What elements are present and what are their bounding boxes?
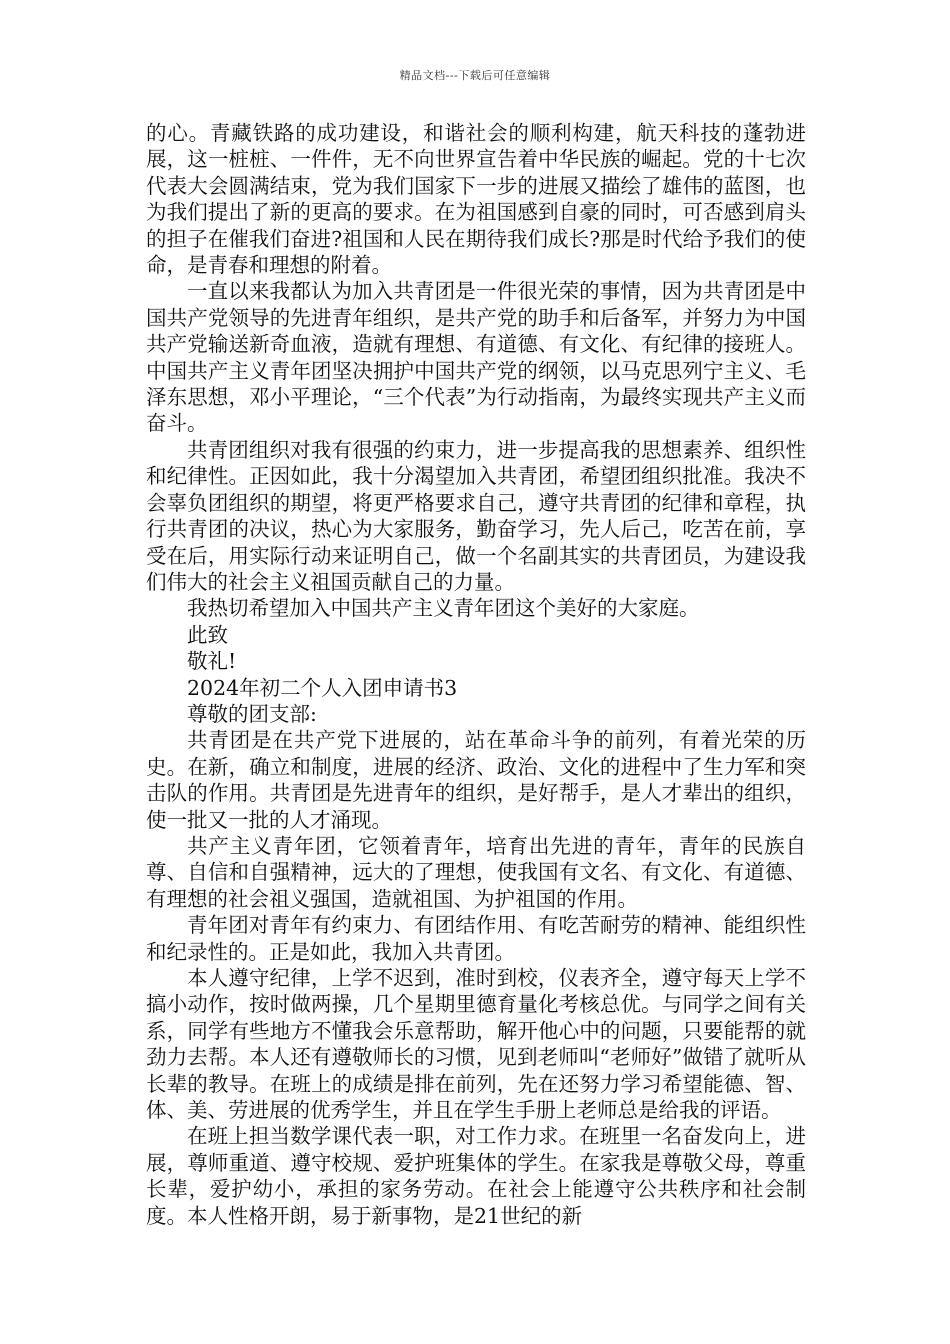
paragraph: 青年团对青年有约束力、有团结作用、有吃苦耐劳的精神、能组织性和纪录性的。正是如此，我加入共青团。 — [146, 913, 806, 964]
paragraph: 共青团组织对我有很强的约束力，进一步提高我的思想素养、组织性和纪律性。正因如此，我十分渴望加入共青团，希望团组织批准。我决不会辜负团组织的期望，将更严格要求自己，遵守共青团的纪律和章程，执行共青团的决议，热心为大家服务，勤奋学习，先人后己，吃苦在前，享受在后，用实际行动来证明自己，做一个名副其实的共青团员，为建设我们伟大的社会主义祖国贡献自己的力量。 — [146, 437, 806, 594]
paragraph: 共青团是在共产党下进展的，站在革命斗争的前列，有着光荣的历史。在新，确立和制度，进展的经济、政治、文化的进程中了生力军和突击队的作用。共青团是先进青年的组织，是好帮手，是人才辈出的组织，使一批又一批的人才涌现。 — [146, 728, 806, 832]
salutation-line: 敬礼! — [187, 649, 237, 674]
paragraph: 我热切希望加入中国共产主义青年团这个美好的大家庭。 — [187, 596, 700, 621]
paragraph: 共产主义青年团，它领着青年，培育出先进的青年，青年的民族自尊、自信和自强精神，远大的了理想，使我国有文名、有文化、有道德、有理想的社会祖义强国，造就祖国、为护祖国的作用。 — [146, 833, 806, 911]
greeting-line: 尊敬的团支部: — [187, 701, 317, 726]
paragraph: 在班上担当数学课代表一职，对工作力求。在班里一名奋发向上，进展，尊师重道、遵守校规、爱护班集体的学生。在家我是尊敬父母，尊重长辈，爱护幼小，承担的家务劳动。在社会上能遵守公共秩序和社会制度。本人性格开朗，易于新事物，是21世纪的新 — [146, 1124, 806, 1228]
page-header: 精品文档---下载后可任意编辑 — [399, 69, 551, 82]
document-body — [146, 120, 806, 1229]
section-title: 2024年初二个人入团申请书3 — [187, 675, 458, 700]
salutation-line: 此致 — [187, 622, 228, 647]
paragraph: 本人遵守纪律，上学不迟到，准时到校，仪表齐全，遵守每天上学不搞小动作，按时做两操，几个星期里德育量化考核总优。与同学之间有关系，同学有些地方不懂我会乐意帮助，解开他心中的问题，只要能帮的就劲力去帮。本人还有遵敬师长的习惯，见到老师叫“老师好”做错了就听从长辈的教导。在班上的成绩是排在前列，先在还努力学习希望能德、智、体、美、劳进展的优秀学生，并且在学生手册上老师总是给我的评语。 — [146, 966, 806, 1123]
paragraph: 的心。青藏铁路的成功建设，和谐社会的顺利构建，航天科技的蓬勃进展，这一桩桩、一件件，无不向世界宣告着中华民族的崛起。党的十七次代表大会圆满结束，党为我们国家下一步的进展又描绘了雄伟的蓝图，也为我们提出了新的更高的要求。在为祖国感到自豪的同时，可否感到肩头的担子在催我们奋进?祖国和人民在期待我们成长?那是时代给予我们的使命，是青春和理想的附着。 — [146, 121, 806, 278]
paragraph: 一直以来我都认为加入共青团是一件很光荣的事情，因为共青团是中国共产党领导的先进青年组织，是共产党的助手和后备军，并努力为中国共产党输送新奇血液，造就有理想、有道德、有文化、有纪律的接班人。中国共产主义青年团坚决拥护中国共产党的纲领，以马克思列宁主义、毛泽东思想，邓小平理论，“三个代表”为行动指南，为最终实现共产主义而奋斗。 — [146, 279, 806, 436]
